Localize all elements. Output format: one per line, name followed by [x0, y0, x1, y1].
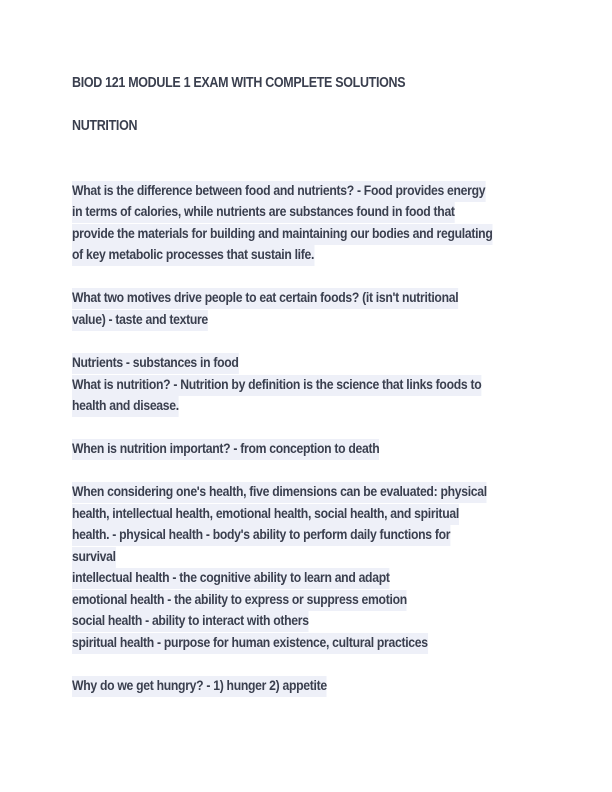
text-line: intellectual health - the cognitive ability to learn and adapt: [72, 568, 390, 589]
text-line: of key metabolic processes that sustain life.: [72, 245, 314, 266]
text-line: provide the materials for building and maintaining our bodies and regulating: [72, 224, 492, 245]
text-line: When is nutrition important? - from conception to death: [72, 439, 379, 460]
text-line: emotional health - the ability to express or suppress emotion: [72, 590, 407, 611]
text-line: What is the difference between food and nutrients? - Food provides energy: [72, 181, 485, 202]
section-heading: NUTRITION: [72, 118, 138, 134]
text-line: What is nutrition? - Nutrition by definition is the science that links foods to: [72, 375, 481, 396]
text-line: When considering one's health, five dimensions can be evaluated: physical: [72, 482, 487, 503]
text-line: spiritual health - purpose for human existence, cultural practices: [72, 633, 428, 654]
text-line: Why do we get hungry? - 1) hunger 2) appetite: [72, 676, 327, 697]
document-title: BIOD 121 MODULE 1 EXAM WITH COMPLETE SOLUTIONS: [72, 75, 406, 91]
text-line: health, intellectual health, emotional health, social health, and spiritual: [72, 504, 459, 525]
text-line: What two motives drive people to eat certain foods? (it isn't nutritional: [72, 288, 458, 309]
text-line: social health - ability to interact with others: [72, 611, 309, 632]
text-line: survival: [72, 547, 116, 568]
text-line: health and disease.: [72, 396, 179, 417]
text-line: in terms of calories, while nutrients are substances found in food that: [72, 202, 455, 223]
text-line: value) - taste and texture: [72, 310, 208, 331]
text-line: Nutrients - substances in food: [72, 353, 239, 374]
text-line: health. - physical health - body's ability to perform daily functions for: [72, 525, 450, 546]
